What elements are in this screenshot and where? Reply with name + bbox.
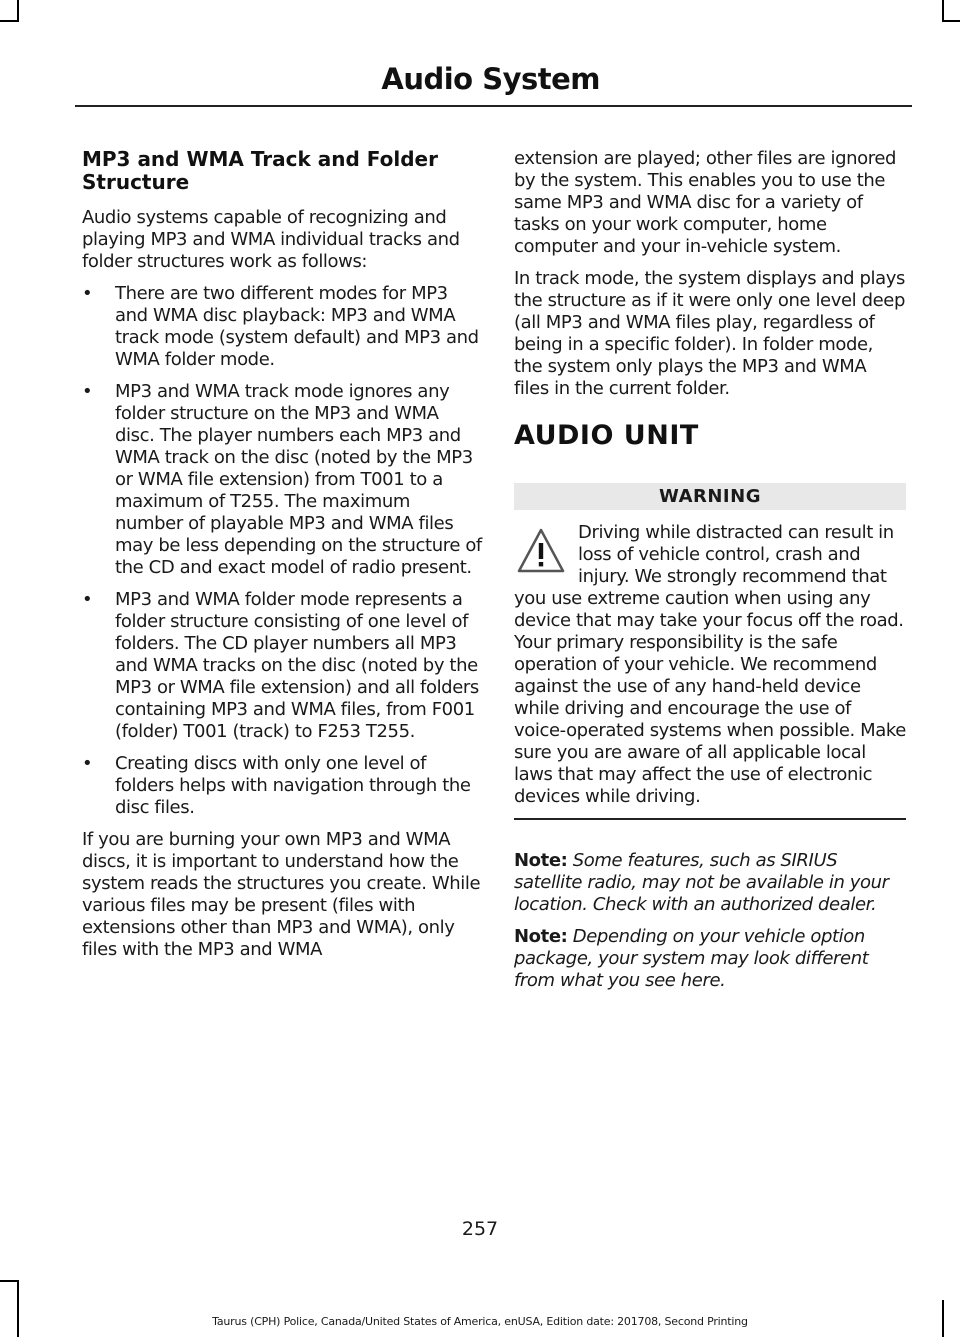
track-mode-paragraph: In track mode, the system displays and plays the structure as if it were only one level deep (all MP3 and WMA files play, regardless of being in a specific folder). In folder mode, the system only plays the MP3 and WMA files in the current folder. bbox=[514, 268, 906, 399]
warning-text: Driving while distracted can result in loss of vehicle control, crash and injury. We strongly recommend that you use extreme caution when using any device that may take your focus off the road. Your primary responsibility is the safe operation of your vehicle. We recommend against the use of any hand-held device while driving and encourage the use of voice-operated systems when possible. Make sure you are aware of all applicable local laws that may affect the use of electronic devices while driving. bbox=[514, 522, 906, 807]
warning-label: WARNING bbox=[514, 483, 906, 510]
continued-paragraph: extension are played; other files are ignored by the system. This enables you to use the same MP3 and WMA disc for a variety of tasks on your work computer, home computer and your in-vehicle system. bbox=[514, 148, 897, 257]
intro-paragraph: Audio systems capable of recognizing and playing MP3 and WMA individual tracks and folder structures work as follows: bbox=[82, 207, 460, 272]
section-heading-mp3: MP3 and WMA Track and Folder Structure bbox=[82, 147, 438, 194]
crop-mark bbox=[942, 20, 960, 22]
list-item: • There are two different modes for MP3 and WMA disc playback: MP3 and WMA track mode (system default) and MP3 and WMA folder mode. bbox=[82, 283, 479, 370]
audio-unit-heading: AUDIO UNIT bbox=[514, 420, 699, 451]
note-label: Note: bbox=[514, 926, 568, 947]
note-paragraph bbox=[514, 926, 906, 992]
bullet-glyph: • bbox=[82, 381, 93, 402]
header-rule bbox=[75, 105, 912, 107]
list-item: • MP3 and WMA track mode ignores any folder structure on the MP3 and WMA disc. The player numbers each MP3 and WMA track on the disc (noted by the MP3 or WMA file extension) from T001 to a maximum of T255. The maximum number of playable MP3 and WMA files may be less depending on the structure of the CD and exact model of radio present. bbox=[82, 381, 482, 578]
crop-mark bbox=[0, 1280, 19, 1282]
left-column bbox=[82, 148, 482, 971]
note-paragraph bbox=[514, 850, 906, 916]
crop-mark bbox=[942, 0, 944, 22]
page-footer: Taurus (CPH) Police, Canada/United States of America, enUSA, Edition date: 201708, Second Printing bbox=[212, 1315, 748, 1328]
page-number: 257 bbox=[461, 1218, 499, 1240]
warning-triangle-icon bbox=[516, 526, 566, 576]
page-header-title: Audio System bbox=[381, 62, 600, 96]
bullet-glyph: • bbox=[82, 283, 93, 304]
right-column bbox=[514, 148, 906, 1002]
crop-mark bbox=[17, 0, 19, 22]
bullet-glyph: • bbox=[82, 589, 93, 610]
list-item: • MP3 and WMA folder mode represents a folder structure consisting of one level of folders. The CD player numbers all MP3 and WMA tracks on the disc (noted by the MP3 or WMA file extension) and all folders containing MP3 and WMA files, from F001 (folder) T001 (track) to F253 T255. bbox=[82, 589, 479, 742]
list-item: • Creating discs with only one level of folders helps with navigation through the disc files. bbox=[82, 753, 471, 818]
burning-paragraph: If you are burning your own MP3 and WMA discs, it is important to understand how the system reads the structures you create. While various files may be present (files with extensions other than MP3 and WMA), only files with the MP3 and WMA bbox=[82, 829, 481, 960]
crop-mark bbox=[17, 1280, 19, 1337]
note-label: Note: bbox=[514, 850, 568, 871]
bullet-list bbox=[82, 283, 482, 819]
note-text: Some features, such as SIRIUS satellite radio, may not be available in your location. Check with an authorized dealer. bbox=[514, 850, 889, 915]
note-text: Depending on your vehicle option package, your system may look different from what you see here. bbox=[514, 926, 869, 991]
warning-box bbox=[514, 483, 906, 820]
bullet-glyph: • bbox=[82, 753, 93, 774]
warning-rule bbox=[514, 818, 906, 820]
crop-mark bbox=[0, 20, 19, 22]
